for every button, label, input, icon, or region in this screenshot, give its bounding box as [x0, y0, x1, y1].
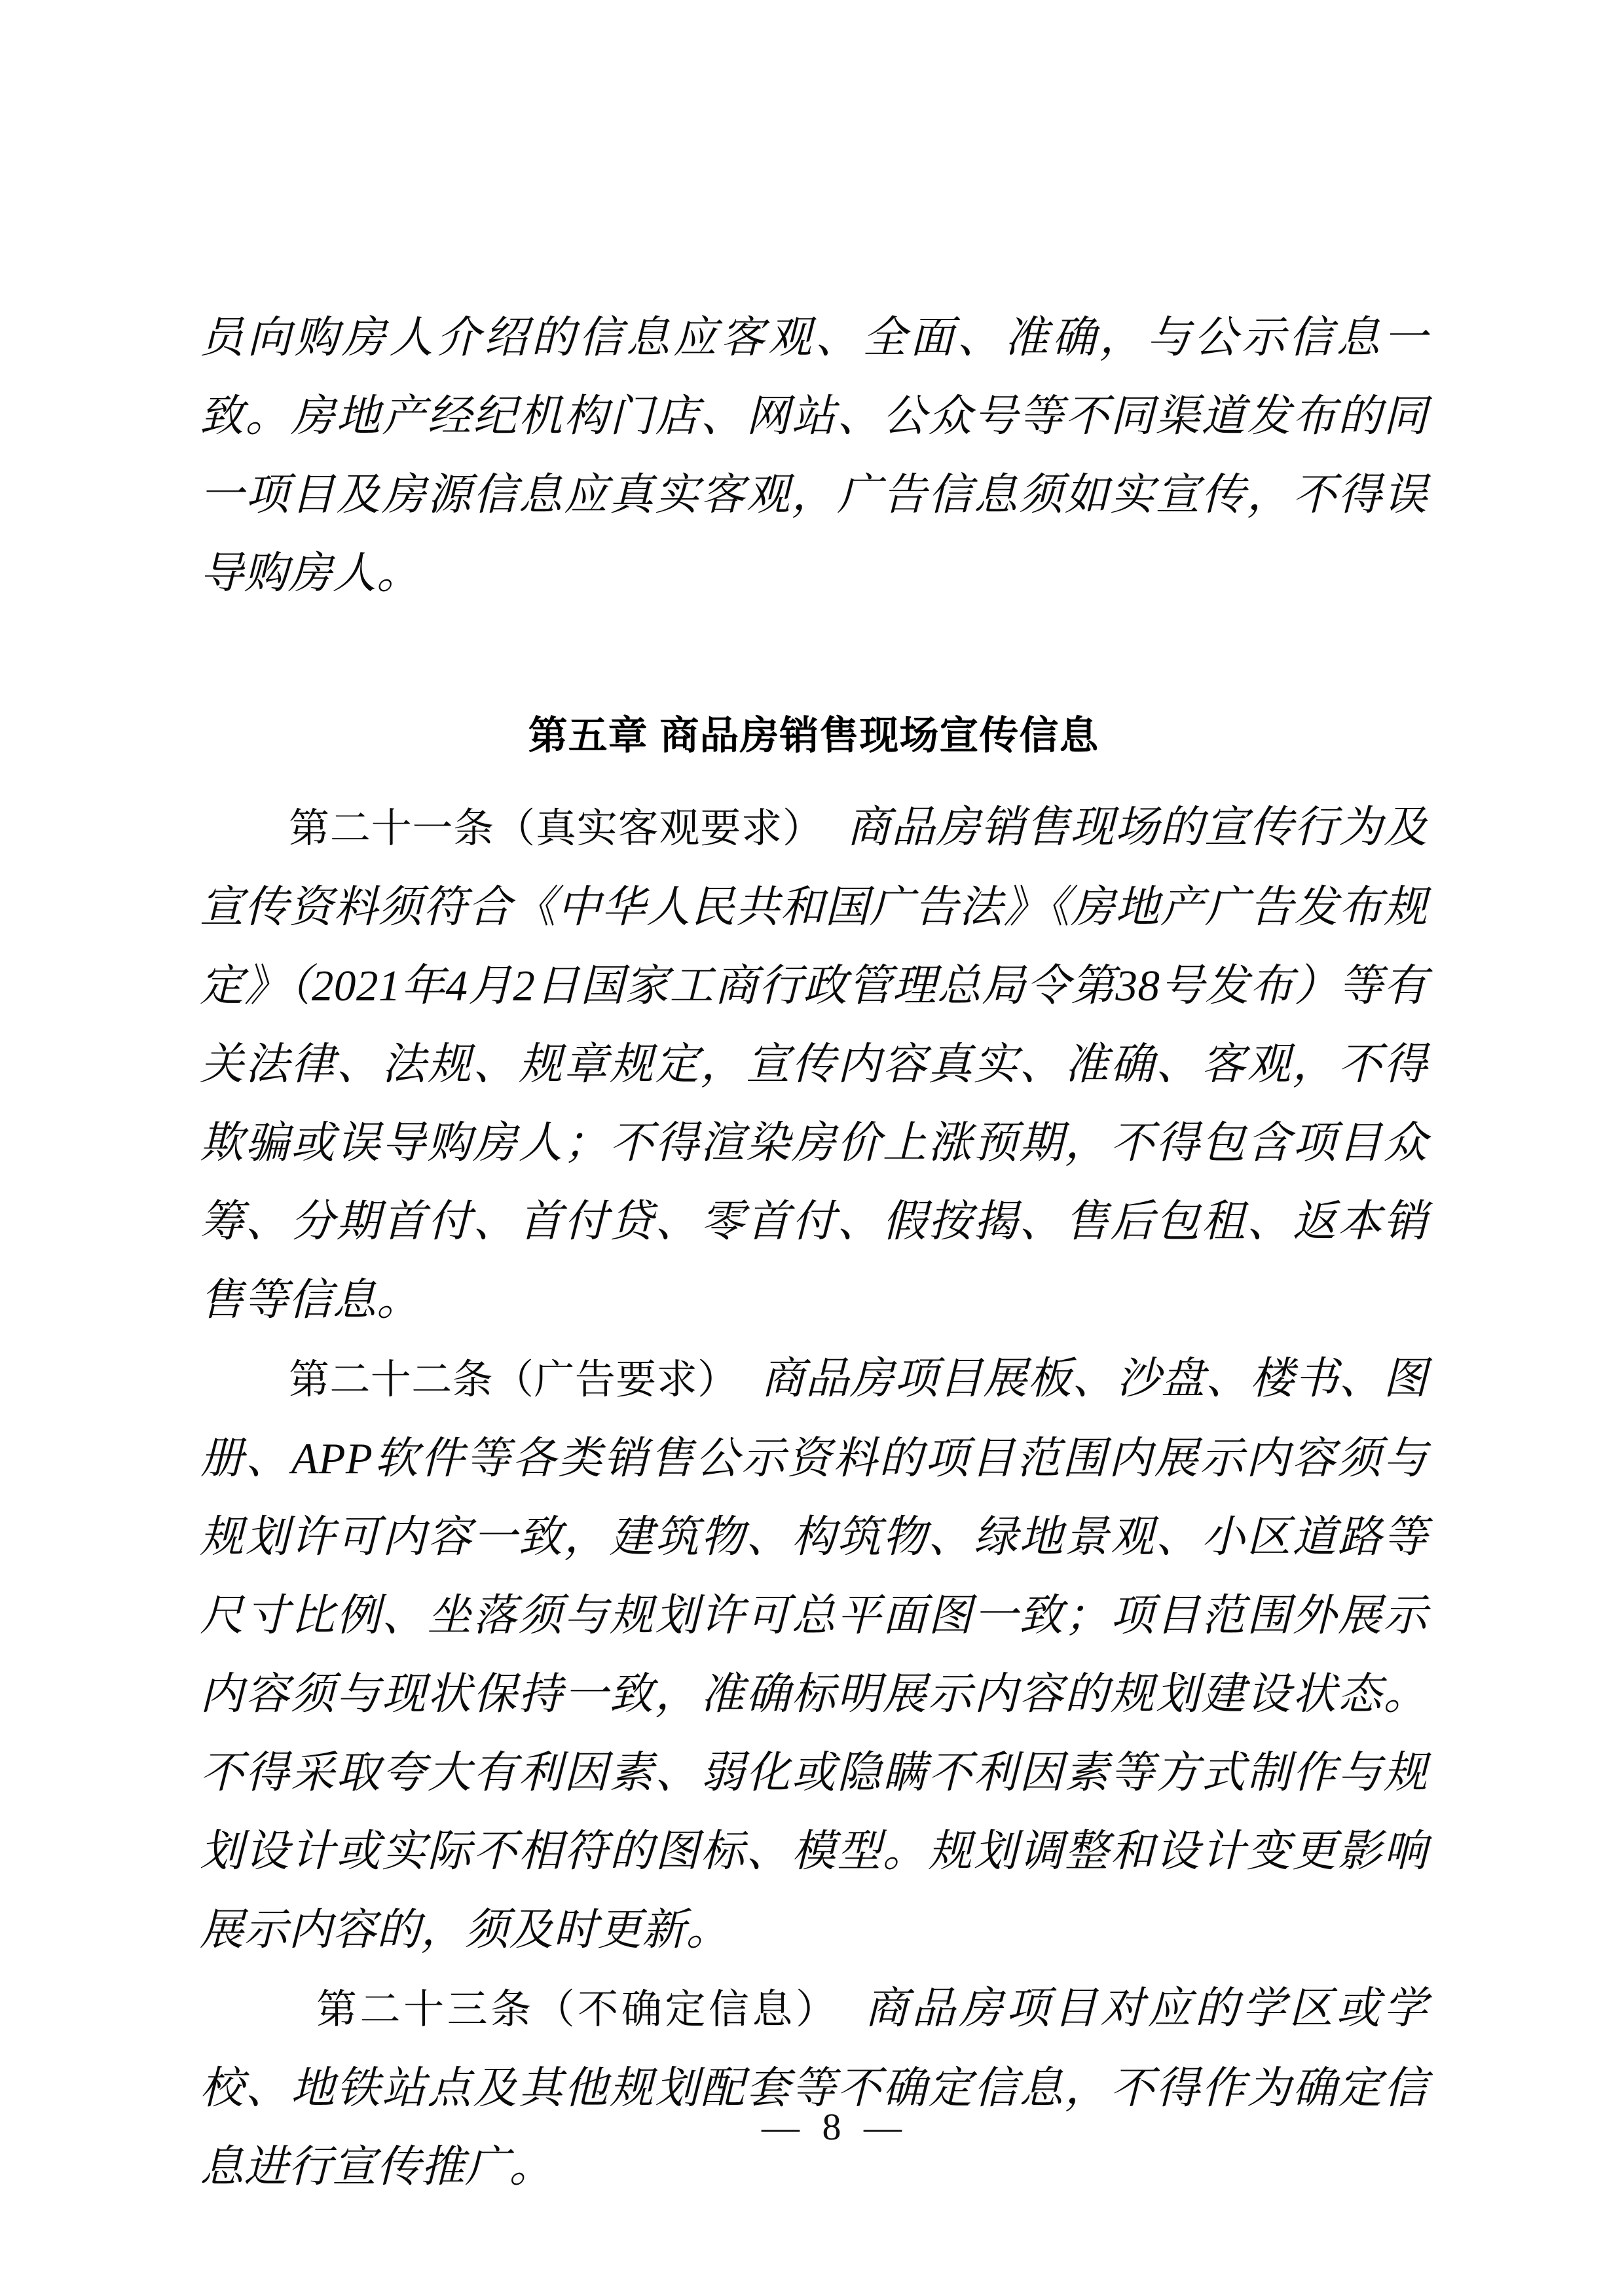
- article-23-text: 商品房项目对应的学区或学校、地铁站点及其他规划配套等不确定信息，不得作为确定信息进行宣传推广。: [200, 1984, 1428, 2191]
- article-23: [200, 1969, 1428, 2206]
- article-21-label: 第二十一条（真实客观要求）: [289, 806, 824, 851]
- article-22-text: 商品房项目展板、沙盘、楼书、图册、APP软件等各类销售公示资料的项目范围内展示内容须与规划许可内容一致，建筑物、构筑物、绿地景观、小区道路等尺寸比例、坐落须与规划许可总平面图一致；项目范围外展示内容须与现状保持一致，准确标明展示内容的规划建设状态。不得采取夸大有利因素、弱化或隐瞒不利因素等方式制作与规划设计或实际不相符的图标、模型。规划调整和设计变更影响展示内容的，须及时更新。: [200, 1355, 1428, 1954]
- chapter-heading: 第五章 商品房销售现场宣传信息: [528, 714, 1099, 757]
- page-content: [200, 0, 1428, 2206]
- article-21-text: 商品房销售现场的宣传行为及宣传资料须符合《中华人民共和国广告法》《房地产广告发布规定》（2021年4月2日国家工商行政管理总局令第38号发布）等有关法律、法规、规章规定，宣传内容真实、准确、客观，不得欺骗或误导购房人；不得渲染房价上涨预期，不得包含项目众筹、分期首付、首付贷、零首付、假按揭、售后包租、返本销售等信息。: [200, 803, 1428, 1324]
- article-22: [200, 1339, 1428, 1969]
- page-footer: — 8 —: [762, 2105, 908, 2148]
- article-22-label: 第二十二条（广告要求）: [289, 1357, 739, 1402]
- article-21: [200, 788, 1428, 1339]
- article-23-label: 第二十三条（不确定信息）: [316, 1987, 840, 2032]
- continued-paragraph: 员向购房人介绍的信息应客观、全面、准确，与公示信息一致。房地产经纪机构门店、网站、公众号等不同渠道发布的同一项目及房源信息应真实客观，广告信息须如实宣传，不得误导购房人。: [200, 314, 1428, 598]
